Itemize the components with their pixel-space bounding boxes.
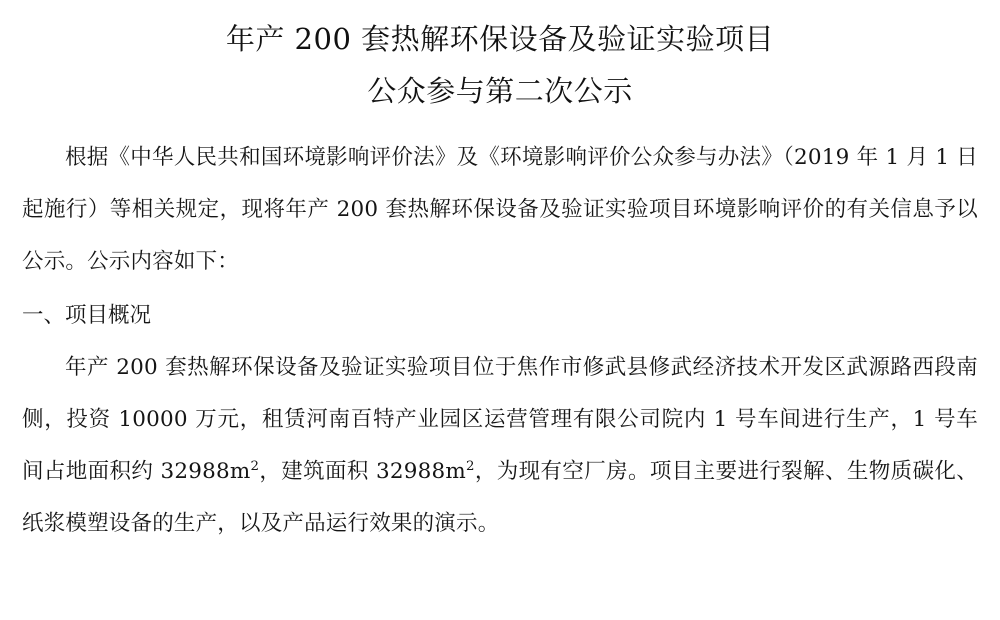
document-body	[22, 132, 978, 550]
paragraph-project-overview-run-3: ，为现有空厂房。项目主要进行裂解、生物质碳化、纸浆模塑设备的生产，以及产品运行效果的演示。	[22, 459, 978, 536]
area-unit-superscript-2: 2	[465, 458, 475, 474]
page-title-line-2: 公众参与第二次公示	[367, 74, 633, 108]
area-unit-superscript-1: 2	[250, 458, 260, 474]
section-heading-project-overview: 一、项目概况	[22, 303, 152, 328]
paragraph-project-overview-run-2: ，建筑面积 32988m	[259, 459, 466, 484]
page-title-line-1: 年产 200 套热解环保设备及验证实验项目	[225, 22, 775, 56]
paragraph-basis: 根据《中华人民共和国环境影响评价法》及《环境影响评价公众参与办法》（2019 年 1 月 1 日起施行）等相关规定，现将年产 200 套热解环保设备及验证实验项目环境影响评价的有关信息予以公示。公示内容如下：	[22, 145, 978, 274]
paragraph-project-overview	[22, 342, 978, 550]
page-title	[22, 14, 978, 116]
paragraph-project-overview-run-1: 年产 200 套热解环保设备及验证实验项目位于焦作市修武县修武经济技术开发区武源路西段南侧，投资 10000 万元，租赁河南百特产业园区运营管理有限公司院内 1 号车间进行生产，1 号车间占地面积约 32988m	[22, 355, 978, 484]
